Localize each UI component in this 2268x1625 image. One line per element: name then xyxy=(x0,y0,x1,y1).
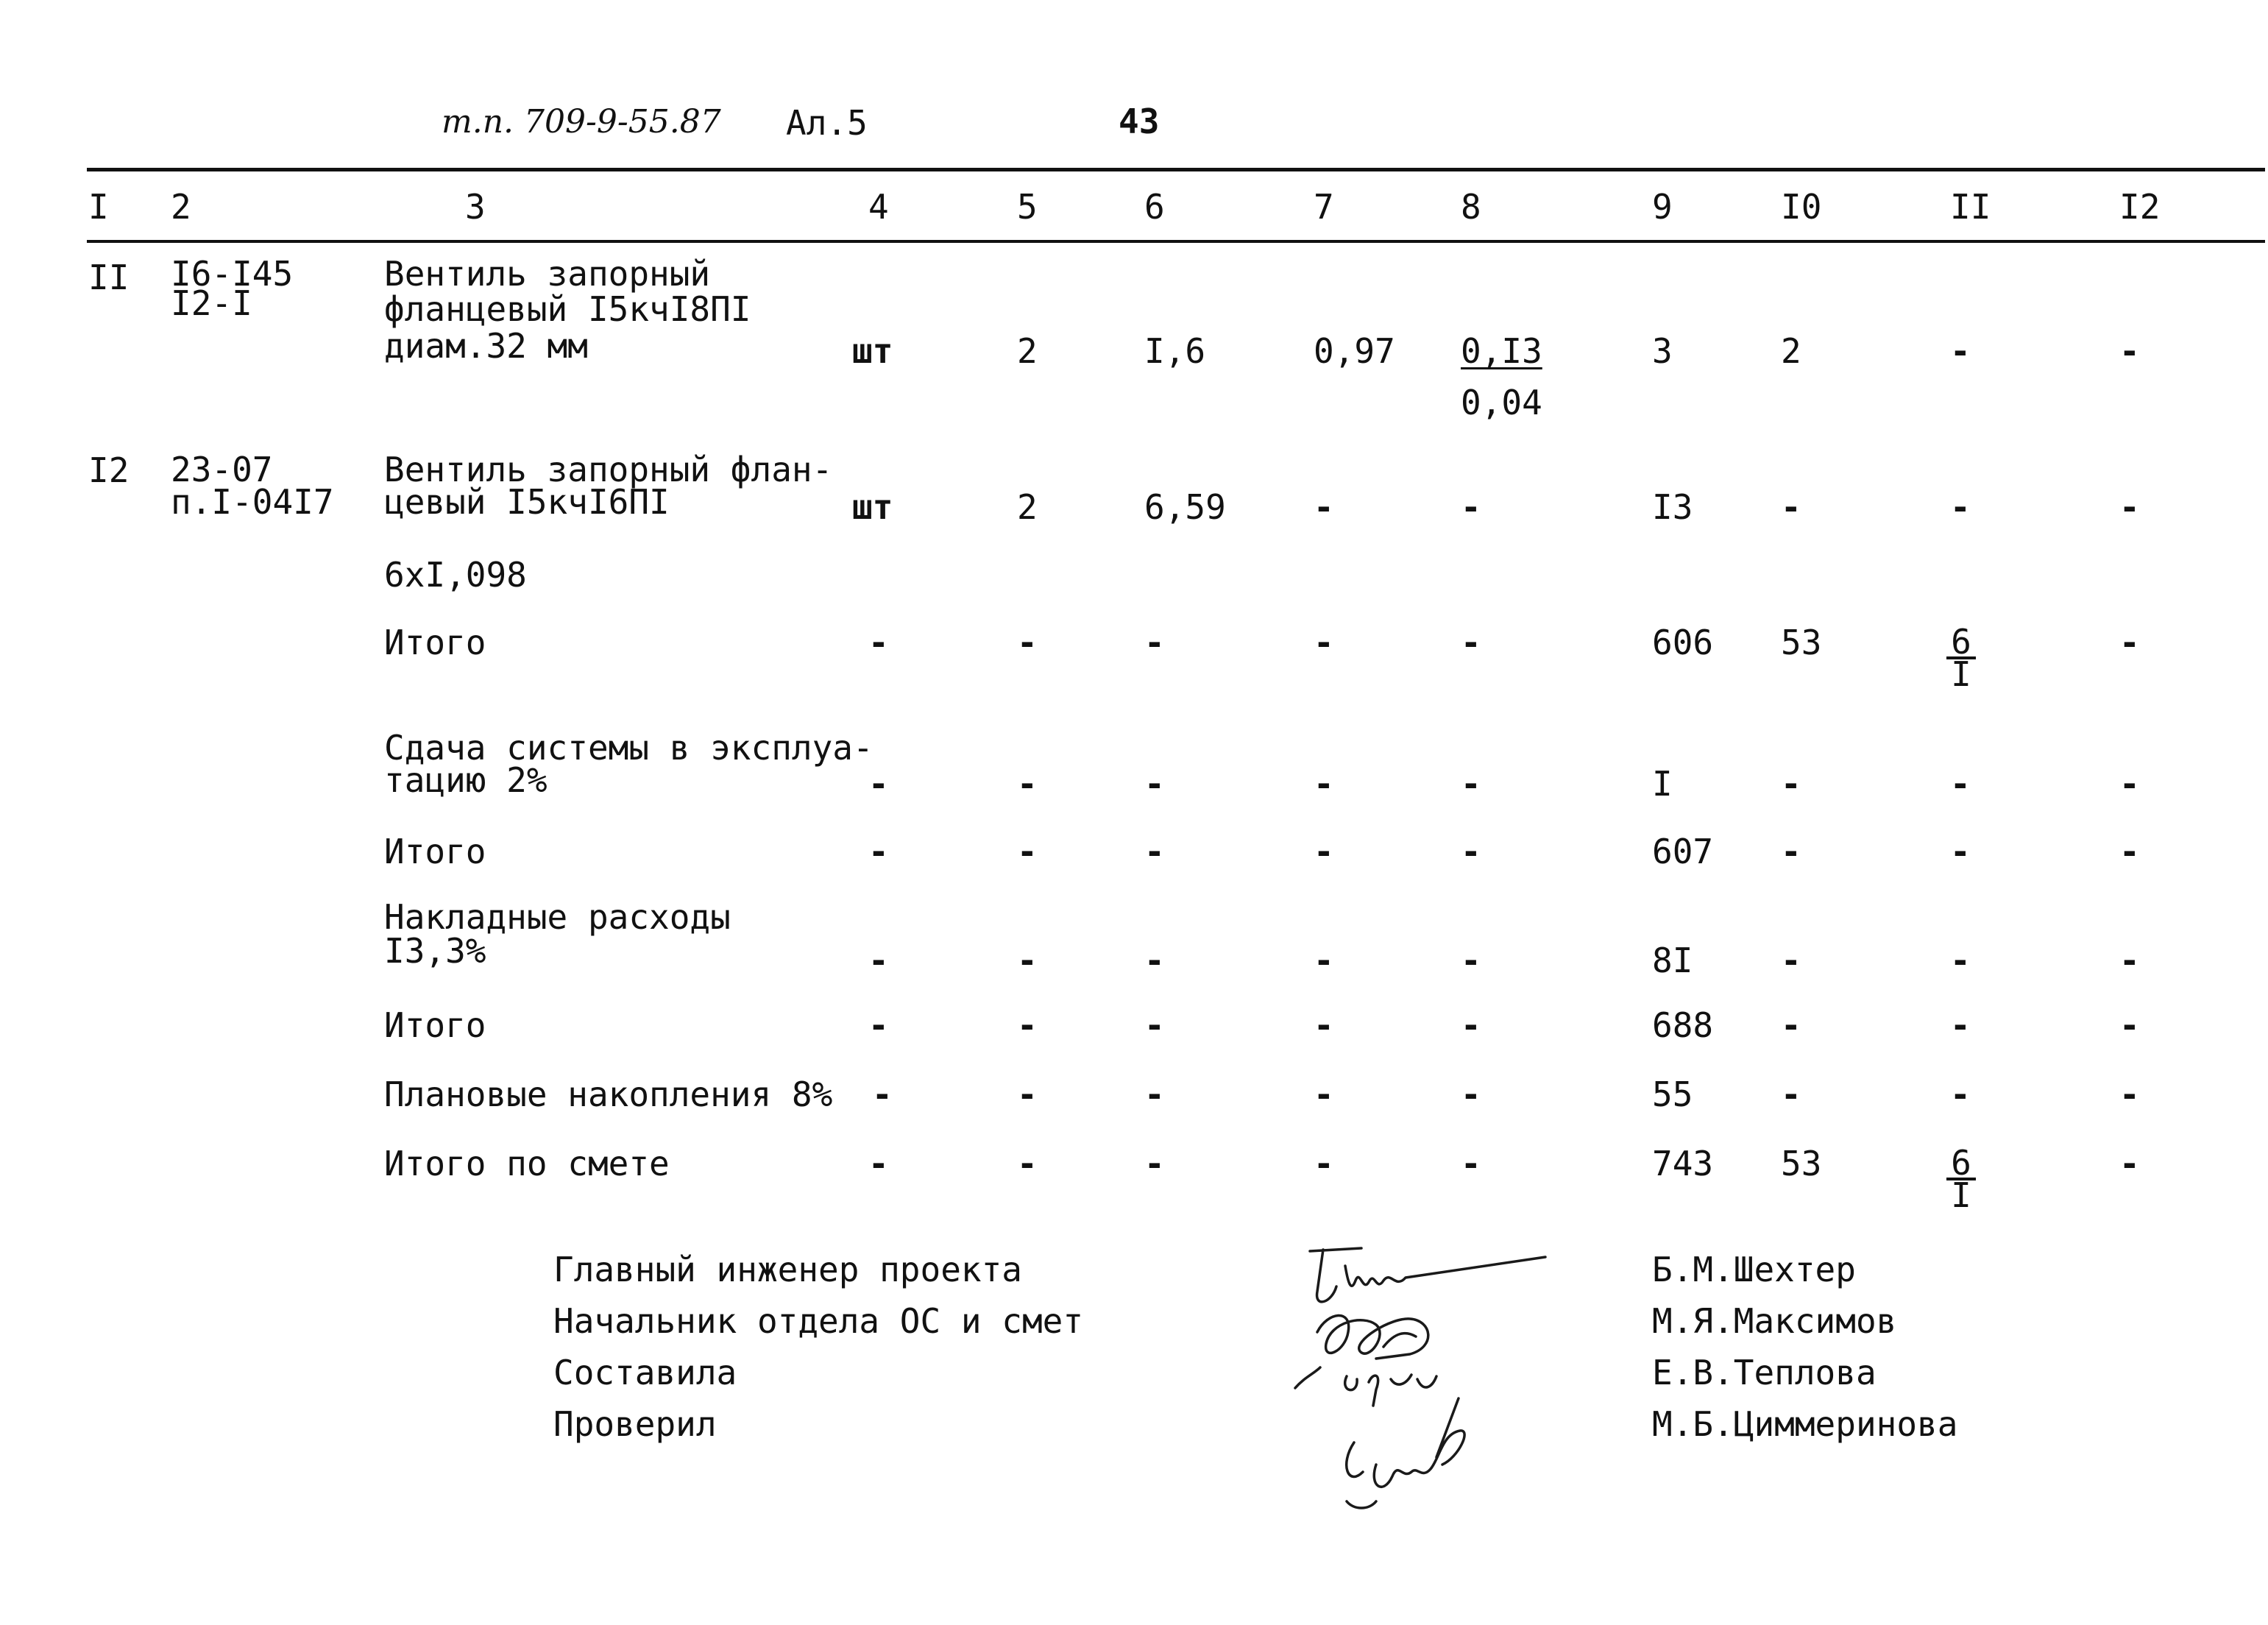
signatory-name: Б.М.Шехтер xyxy=(1652,1250,1856,1289)
dash-cell: - xyxy=(2119,623,2140,662)
dash-cell: - xyxy=(1461,487,1481,527)
price-code: 23-07 xyxy=(171,450,273,489)
fraction-numerator: 6 xyxy=(1946,627,1976,659)
column-header: 3 xyxy=(465,187,486,227)
quantity-cell: 2 xyxy=(1017,331,1038,371)
signatory-name: М.Я.Максимов xyxy=(1652,1301,1897,1341)
signatory-name: М.Б.Циммеринова xyxy=(1652,1404,1958,1444)
total-wage-cell: 53 xyxy=(1781,623,1822,662)
dash-cell: - xyxy=(1144,941,1165,980)
signatory-role: Составила xyxy=(553,1353,737,1392)
total-cost-cell: 607 xyxy=(1652,832,1714,871)
calculation-note: 6xI,098 xyxy=(384,555,527,595)
dash-cell: - xyxy=(1314,764,1334,804)
dash-cell: - xyxy=(1781,764,1801,804)
summary-label: Плановые накопления 8% xyxy=(384,1075,833,1114)
signatory-role: Проверил xyxy=(553,1404,717,1444)
column-header: I2 xyxy=(2119,187,2161,227)
fraction-cell xyxy=(1946,1143,1976,1215)
unit-cell: шт xyxy=(852,331,893,371)
machine-wage-cell: 0,04 xyxy=(1461,383,1542,422)
document-reference: т.п. 709-9-55.87 xyxy=(442,103,721,141)
dash-cell: - xyxy=(1144,764,1165,804)
price-code: I2-I xyxy=(171,283,252,323)
dash-cell: - xyxy=(1950,1075,1971,1114)
item-description: диам.32 мм xyxy=(384,326,588,366)
dash-cell: - xyxy=(1781,941,1801,980)
unit-cell: шт xyxy=(852,487,893,527)
summary-label: Итого по смете xyxy=(384,1144,670,1183)
signatory-role: Начальник отдела ОС и смет xyxy=(553,1301,1084,1341)
dash-cell: - xyxy=(1017,832,1038,871)
signatory-name: Е.В.Теплова xyxy=(1652,1353,1877,1392)
item-description: Вентиль запорный xyxy=(384,254,711,294)
dash-cell: - xyxy=(1781,832,1801,871)
item-description: Вентиль запорный флан- xyxy=(384,450,833,489)
total-wage-cell: 2 xyxy=(1781,331,1801,371)
dash-cell: - xyxy=(2119,1144,2140,1183)
dash-cell: - xyxy=(2119,1075,2140,1114)
column-header: 2 xyxy=(171,187,191,227)
summary-label: Итого xyxy=(384,1005,486,1045)
fraction-cell xyxy=(1946,622,1976,694)
dash-cell: - xyxy=(1314,1075,1334,1114)
album-number: Ал.5 xyxy=(786,103,868,143)
dash-cell: - xyxy=(1314,623,1334,662)
dash-cell: - xyxy=(868,623,889,662)
dash-cell: - xyxy=(2119,764,2140,804)
item-description: цевый I5кчI6ПI xyxy=(384,482,670,522)
unit-cost-cell: I,6 xyxy=(1144,331,1206,371)
row-number: I2 xyxy=(88,450,130,490)
summary-label: Сдача системы в эксплуа- xyxy=(384,728,873,768)
dash-cell: - xyxy=(1144,1075,1165,1114)
quantity-cell: 2 xyxy=(1017,487,1038,527)
dash-cell: - xyxy=(1314,941,1334,980)
summary-label: тацию 2% xyxy=(384,760,547,800)
summary-label: Итого xyxy=(384,832,486,871)
dash-cell: - xyxy=(1314,1144,1334,1183)
total-cost-cell: I xyxy=(1652,764,1673,804)
dash-cell: - xyxy=(1144,832,1165,871)
column-header: 8 xyxy=(1461,187,1481,227)
unit-cost-cell: 6,59 xyxy=(1144,487,1226,527)
summary-label: Итого xyxy=(384,623,486,662)
dash-cell: - xyxy=(1950,832,1971,871)
dash-cell: - xyxy=(1144,1144,1165,1183)
total-cost-cell: 606 xyxy=(1652,623,1714,662)
column-header: I0 xyxy=(1781,187,1822,227)
summary-label: I3,3% xyxy=(384,931,486,971)
wage-cost-cell: 0,97 xyxy=(1314,331,1395,371)
column-header-rule xyxy=(87,240,2265,243)
dash-cell: - xyxy=(2119,941,2140,980)
price-code: п.I-04I7 xyxy=(171,482,334,522)
dash-cell: - xyxy=(1017,623,1038,662)
item-description: фланцевый I5кчI8ПI xyxy=(384,289,751,329)
total-cost-cell: I3 xyxy=(1652,487,1693,527)
dash-cell: - xyxy=(872,1075,893,1114)
total-wage-cell: 53 xyxy=(1781,1144,1822,1183)
dash-cell: - xyxy=(1461,941,1481,980)
fraction-denominator: I xyxy=(1951,1175,1971,1215)
signatory-role: Главный инженер проекта xyxy=(553,1250,1022,1289)
dash-cell: - xyxy=(1017,941,1038,980)
dash-cell: - xyxy=(868,764,889,804)
column-header: I xyxy=(88,187,109,227)
dash-cell: - xyxy=(1314,832,1334,871)
dash-cell: - xyxy=(1314,1005,1334,1045)
total-cost-cell: 688 xyxy=(1652,1005,1714,1045)
dash-cell: - xyxy=(1017,764,1038,804)
dash-cell: - xyxy=(1950,941,1971,980)
page-number: 43 xyxy=(1119,102,1160,141)
column-header: 5 xyxy=(1017,187,1038,227)
column-header: 9 xyxy=(1652,187,1673,227)
dash-cell: - xyxy=(868,941,889,980)
row-number: II xyxy=(88,258,130,297)
total-cost-cell: 3 xyxy=(1652,331,1673,371)
dash-cell: - xyxy=(868,1144,889,1183)
dash-cell: - xyxy=(1461,1144,1481,1183)
dash-cell: - xyxy=(1950,1005,1971,1045)
dash-cell: - xyxy=(2119,832,2140,871)
table-top-rule xyxy=(87,168,2265,171)
dash-cell: - xyxy=(868,832,889,871)
dash-cell: - xyxy=(1950,487,1971,527)
dash-cell: - xyxy=(1017,1075,1038,1114)
dash-cell: - xyxy=(1314,487,1334,527)
column-header: 4 xyxy=(868,187,889,227)
dash-cell: - xyxy=(1950,331,1971,371)
dash-cell: - xyxy=(2119,331,2140,371)
column-header: 7 xyxy=(1314,187,1334,227)
column-header: II xyxy=(1950,187,1991,227)
fraction-denominator: I xyxy=(1951,654,1971,694)
dash-cell: - xyxy=(1144,1005,1165,1045)
dash-cell: - xyxy=(868,1005,889,1045)
dash-cell: - xyxy=(1017,1005,1038,1045)
dash-cell: - xyxy=(2119,487,2140,527)
price-code: I6-I45 xyxy=(171,254,294,294)
machine-cost-cell: 0,I3 xyxy=(1461,331,1542,371)
dash-cell: - xyxy=(1461,1075,1481,1114)
handwritten-signatures-icon xyxy=(1266,1222,1604,1531)
dash-cell: - xyxy=(1461,832,1481,871)
dash-cell: - xyxy=(1461,1005,1481,1045)
dash-cell: - xyxy=(1781,1075,1801,1114)
dash-cell: - xyxy=(1461,764,1481,804)
dash-cell: - xyxy=(2119,1005,2140,1045)
dash-cell: - xyxy=(1144,623,1165,662)
dash-cell: - xyxy=(1950,764,1971,804)
dash-cell: - xyxy=(1461,623,1481,662)
dash-cell: - xyxy=(1017,1144,1038,1183)
total-cost-cell: 55 xyxy=(1652,1075,1693,1114)
summary-label: Накладные расходы xyxy=(384,897,731,937)
column-header: 6 xyxy=(1144,187,1165,227)
dash-cell: - xyxy=(1781,487,1801,527)
fraction-numerator: 6 xyxy=(1946,1148,1976,1180)
dash-cell: - xyxy=(1781,1005,1801,1045)
total-cost-cell: 743 xyxy=(1652,1144,1714,1183)
total-cost-cell: 8I xyxy=(1652,941,1693,980)
